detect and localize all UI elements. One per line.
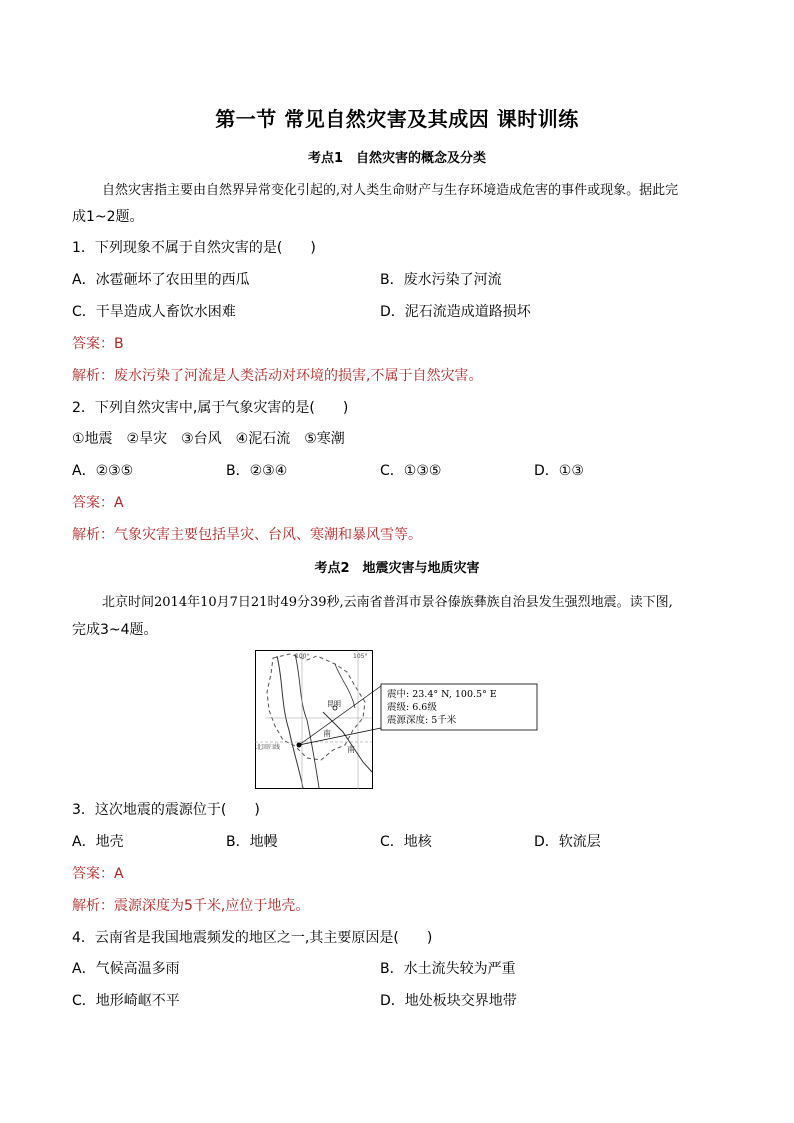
tropic-label: 北回归线 <box>256 744 281 751</box>
question-4-stem: 4．云南省是我国地震频发的地区之一,其主要原因是( ) <box>72 930 433 946</box>
q2-option-d: D．①③ <box>534 463 584 479</box>
q3-option-d: D．软流层 <box>534 834 601 850</box>
intro-text-1: 自然灾害指主要由自然界异常变化引起的,对人类生命财产与生存环境造成危害的事件或现象。据此完 <box>102 183 679 198</box>
epicenter-coordinates: 震中: 23.4° N, 100.5° E <box>387 689 497 700</box>
longitude-label-100: 100° <box>295 653 310 660</box>
q4-option-b: B．水土流失较为严重 <box>380 961 516 977</box>
intro-text-2: 北京时间2014年10月7日21时49分39秒,云南省普洱市景谷傣族彝族自治县发生强烈地震。读下图, <box>102 595 673 610</box>
question-3-stem: 3．这次地震的震源位于( ) <box>72 802 260 818</box>
section-heading-1: 考点1 自然灾害的概念及分类 <box>307 151 487 166</box>
q3-option-b: B．地幔 <box>226 834 278 850</box>
intro-text-2-cont: 完成3~4题。 <box>72 622 158 638</box>
q1-analysis: 解析：废水污染了河流是人类活动对环境的损害,不属于自然灾害。 <box>72 368 483 384</box>
earthquake-map <box>255 650 545 790</box>
q1-answer: 答案：B <box>72 336 124 352</box>
city-label-kunming: 昆明 <box>327 700 341 708</box>
q1-option-a: A．冰雹砸坏了农田里的西瓜 <box>72 272 250 288</box>
question-1-stem: 1．下列现象不属于自然灾害的是( ) <box>72 240 316 256</box>
q3-answer: 答案：A <box>72 866 124 882</box>
intro-text-1-cont: 成1~2题。 <box>72 209 144 225</box>
q2-option-c: C．①③⑤ <box>380 463 442 479</box>
q2-analysis: 解析：气象灾害主要包括旱灾、台风、寒潮和暴风雪等。 <box>72 527 422 543</box>
q3-option-c: C．地核 <box>380 834 432 850</box>
q2-option-b: B．②③④ <box>226 463 288 479</box>
focal-depth-text: 震源深度: 5千米 <box>387 715 457 726</box>
region-label: 南 <box>323 729 331 738</box>
magnitude-text: 震级: 6.6级 <box>387 702 437 713</box>
q1-option-c: C．干旱造成人畜饮水困难 <box>72 304 236 320</box>
longitude-label-105: 105° <box>353 653 368 660</box>
q3-analysis: 解析：震源深度为5千米,应位于地壳。 <box>72 898 310 914</box>
q3-option-a: A．地壳 <box>72 834 124 850</box>
q2-items: ①地震 ②旱灾 ③台风 ④泥石流 ⑤寒潮 <box>72 431 345 447</box>
q2-answer: 答案：A <box>72 495 124 511</box>
q4-option-c: C．地形崎岖不平 <box>72 993 180 1009</box>
q4-option-d: D．地处板块交界地带 <box>380 993 517 1009</box>
page-title: 第一节 常见自然灾害及其成因 课时训练 <box>215 107 579 131</box>
section-heading-2: 考点2 地震灾害与地质灾害 <box>314 561 480 576</box>
q1-option-d: D．泥石流造成道路损坏 <box>380 304 531 320</box>
q4-option-a: A．气候高温多雨 <box>72 961 180 977</box>
q2-option-a: A．②③⑤ <box>72 463 134 479</box>
question-2-stem: 2．下列自然灾害中,属于气象灾害的是( ) <box>72 400 349 416</box>
region-label: 南 <box>347 745 355 754</box>
q1-option-b: B．废水污染了河流 <box>380 272 502 288</box>
